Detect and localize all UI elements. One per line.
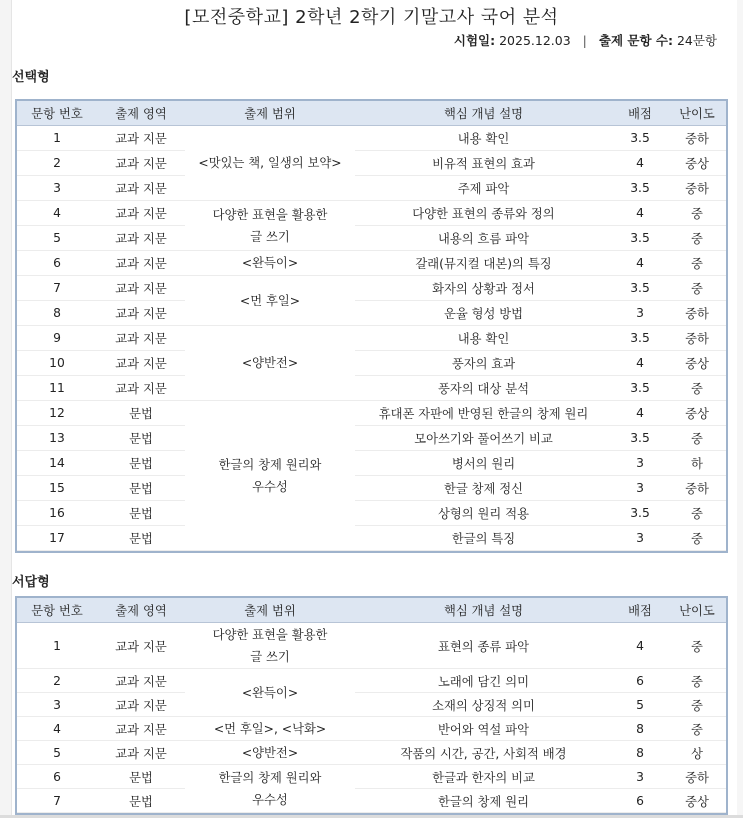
question-number: 17 (17, 526, 97, 551)
table-header-row (17, 598, 726, 623)
question-level: 중하 (668, 326, 726, 351)
question-number: 14 (17, 451, 97, 476)
question-area: 교과 지문 (97, 176, 185, 201)
question-number: 3 (17, 693, 97, 717)
question-score: 8 (612, 717, 668, 741)
table-row (17, 326, 726, 351)
header-area: 출제 영역 (97, 101, 185, 126)
question-concept: 내용 확인 (355, 126, 612, 151)
question-score: 5 (612, 693, 668, 717)
question-area: 문법 (97, 765, 185, 789)
question-area: 문법 (97, 789, 185, 813)
question-area: 교과 지문 (97, 623, 185, 669)
question-score: 6 (612, 669, 668, 693)
question-number: 3 (17, 176, 97, 201)
question-range: <먼 후일> (185, 276, 355, 326)
question-number: 11 (17, 376, 97, 401)
table-row (17, 526, 726, 551)
question-concept: 노래에 담긴 의미 (355, 669, 612, 693)
question-level: 중 (668, 669, 726, 693)
header-number: 문항 번호 (17, 598, 97, 623)
question-number: 7 (17, 789, 97, 813)
table-row (17, 376, 726, 401)
question-level: 중상 (668, 789, 726, 813)
exam-date: 2025.12.03 (499, 33, 571, 48)
question-range: <양반전> (185, 741, 355, 765)
table-row (17, 301, 726, 326)
question-score: 3 (612, 476, 668, 501)
table-row (17, 451, 726, 476)
question-range: 다양한 표현을 활용한 글 쓰기 (185, 201, 355, 251)
header-level: 난이도 (668, 598, 726, 623)
question-score: 3.5 (612, 276, 668, 301)
question-range: <먼 후일>, <낙화> (185, 717, 355, 741)
question-area: 교과 지문 (97, 301, 185, 326)
question-number: 7 (17, 276, 97, 301)
table-row (17, 176, 726, 201)
table-row (17, 623, 726, 669)
table-row (17, 251, 726, 276)
question-number: 2 (17, 669, 97, 693)
question-level: 중 (668, 623, 726, 669)
header-score: 배점 (612, 598, 668, 623)
question-score: 4 (612, 151, 668, 176)
table-row (17, 226, 726, 251)
question-range: <완득이> (185, 669, 355, 717)
header-range: 출제 범위 (185, 101, 355, 126)
question-level: 중 (668, 251, 726, 276)
question-number: 1 (17, 623, 97, 669)
question-score: 4 (612, 623, 668, 669)
question-area: 문법 (97, 526, 185, 551)
question-level: 중하 (668, 176, 726, 201)
header-number: 문항 번호 (17, 101, 97, 126)
question-score: 3.5 (612, 426, 668, 451)
question-level: 중 (668, 526, 726, 551)
question-level: 중하 (668, 301, 726, 326)
question-concept: 풍자의 대상 분석 (355, 376, 612, 401)
count-label: 출제 문항 수: (598, 33, 673, 48)
meta-separator: | (582, 33, 587, 48)
question-level: 상 (668, 741, 726, 765)
question-concept: 내용 확인 (355, 326, 612, 351)
question-range: <양반전> (185, 326, 355, 401)
question-concept: 운율 형성 방법 (355, 301, 612, 326)
table-row (17, 126, 726, 151)
table-row (17, 501, 726, 526)
exam-meta (454, 31, 717, 49)
question-range: 다양한 표현을 활용한 글 쓰기 (185, 623, 355, 669)
question-level: 중하 (668, 476, 726, 501)
table-row (17, 276, 726, 301)
question-level: 중상 (668, 151, 726, 176)
question-number: 8 (17, 301, 97, 326)
question-level: 중하 (668, 765, 726, 789)
question-score: 3.5 (612, 376, 668, 401)
question-score: 4 (612, 401, 668, 426)
section-choice-label: 선택형 (12, 70, 50, 85)
table-row (17, 765, 726, 789)
left-margin (0, 0, 12, 818)
question-area: 교과 지문 (97, 376, 185, 401)
question-score: 3 (612, 301, 668, 326)
question-level: 중 (668, 693, 726, 717)
question-level: 중상 (668, 351, 726, 376)
question-level: 중 (668, 226, 726, 251)
question-area: 교과 지문 (97, 201, 185, 226)
question-area: 교과 지문 (97, 669, 185, 693)
question-score: 4 (612, 201, 668, 226)
table-row (17, 717, 726, 741)
question-area: 문법 (97, 426, 185, 451)
question-concept: 화자의 상황과 정서 (355, 276, 612, 301)
question-concept: 작품의 시간, 공간, 사회적 배경 (355, 741, 612, 765)
question-area: 교과 지문 (97, 226, 185, 251)
question-number: 2 (17, 151, 97, 176)
question-area: 교과 지문 (97, 351, 185, 376)
header-concept: 핵심 개념 설명 (355, 101, 612, 126)
question-number: 9 (17, 326, 97, 351)
table-header-row (17, 101, 726, 126)
question-concept: 주제 파악 (355, 176, 612, 201)
choice-table-wrap (15, 99, 728, 553)
question-number: 12 (17, 401, 97, 426)
question-score: 8 (612, 741, 668, 765)
question-area: 교과 지문 (97, 251, 185, 276)
question-level: 중 (668, 376, 726, 401)
question-concept: 표현의 종류 파악 (355, 623, 612, 669)
question-score: 3 (612, 451, 668, 476)
table-row (17, 789, 726, 813)
table-row (17, 201, 726, 226)
question-concept: 병서의 원리 (355, 451, 612, 476)
question-area: 교과 지문 (97, 741, 185, 765)
question-score: 3.5 (612, 326, 668, 351)
question-score: 3 (612, 526, 668, 551)
question-level: 중 (668, 501, 726, 526)
question-area: 문법 (97, 501, 185, 526)
question-number: 15 (17, 476, 97, 501)
question-range: <완득이> (185, 251, 355, 276)
question-count: 24문항 (676, 33, 717, 48)
essay-table-wrap (15, 596, 728, 815)
question-score: 3 (612, 765, 668, 789)
question-area: 교과 지문 (97, 693, 185, 717)
date-label: 시험일: (453, 33, 496, 48)
question-number: 1 (17, 126, 97, 151)
question-level: 중하 (668, 126, 726, 151)
header-area: 출제 영역 (97, 598, 185, 623)
question-score: 3.5 (612, 226, 668, 251)
question-concept: 갈래(뮤지컬 대본)의 특징 (355, 251, 612, 276)
question-score: 3.5 (612, 126, 668, 151)
question-concept: 비유적 표현의 효과 (355, 151, 612, 176)
essay-table (17, 598, 726, 813)
question-number: 10 (17, 351, 97, 376)
question-area: 교과 지문 (97, 717, 185, 741)
question-number: 6 (17, 765, 97, 789)
question-concept: 휴대폰 자판에 반영된 한글의 창제 원리 (355, 401, 612, 426)
question-level: 중상 (668, 401, 726, 426)
question-concept: 다양한 표현의 종류와 정의 (355, 201, 612, 226)
question-score: 3.5 (612, 501, 668, 526)
question-level: 중 (668, 717, 726, 741)
question-concept: 풍자의 효과 (355, 351, 612, 376)
header-score: 배점 (612, 101, 668, 126)
question-score: 3.5 (612, 176, 668, 201)
right-margin (737, 0, 743, 818)
question-score: 6 (612, 789, 668, 813)
header-range: 출제 범위 (185, 598, 355, 623)
section-essay-label: 서답형 (12, 575, 50, 590)
table-row (17, 401, 726, 426)
question-concept: 상형의 원리 적용 (355, 501, 612, 526)
question-area: 문법 (97, 451, 185, 476)
header-concept: 핵심 개념 설명 (355, 598, 612, 623)
question-number: 5 (17, 741, 97, 765)
question-concept: 반어와 역설 파악 (355, 717, 612, 741)
table-row (17, 351, 726, 376)
question-area: 문법 (97, 401, 185, 426)
question-number: 5 (17, 226, 97, 251)
question-level: 중 (668, 201, 726, 226)
question-level: 중 (668, 276, 726, 301)
question-number: 4 (17, 201, 97, 226)
table-row (17, 426, 726, 451)
question-area: 교과 지문 (97, 326, 185, 351)
header-level: 난이도 (668, 101, 726, 126)
question-score: 4 (612, 351, 668, 376)
question-area: 교과 지문 (97, 151, 185, 176)
question-number: 13 (17, 426, 97, 451)
page-title: [모전중학교] 2학년 2학기 기말고사 국어 분석 (184, 7, 559, 28)
question-concept: 모아쓰기와 풀어쓰기 비교 (355, 426, 612, 451)
question-concept: 소재의 상징적 의미 (355, 693, 612, 717)
question-number: 16 (17, 501, 97, 526)
question-concept: 한글과 한자의 비교 (355, 765, 612, 789)
choice-table (17, 101, 726, 551)
question-concept: 한글의 창제 원리 (355, 789, 612, 813)
question-range: 한글의 창제 원리와 우수성 (185, 765, 355, 813)
table-row (17, 151, 726, 176)
question-concept: 한글 창제 정신 (355, 476, 612, 501)
question-concept: 한글의 특징 (355, 526, 612, 551)
question-score: 4 (612, 251, 668, 276)
question-concept: 내용의 흐름 파악 (355, 226, 612, 251)
question-number: 4 (17, 717, 97, 741)
table-row (17, 476, 726, 501)
question-range: 한글의 창제 원리와 우수성 (185, 401, 355, 551)
table-row (17, 693, 726, 717)
question-level: 하 (668, 451, 726, 476)
question-area: 교과 지문 (97, 276, 185, 301)
table-row (17, 669, 726, 693)
question-number: 6 (17, 251, 97, 276)
question-level: 중 (668, 426, 726, 451)
question-range: <맛있는 책, 일생의 보약> (185, 126, 355, 201)
table-row (17, 741, 726, 765)
question-area: 교과 지문 (97, 126, 185, 151)
question-area: 문법 (97, 476, 185, 501)
